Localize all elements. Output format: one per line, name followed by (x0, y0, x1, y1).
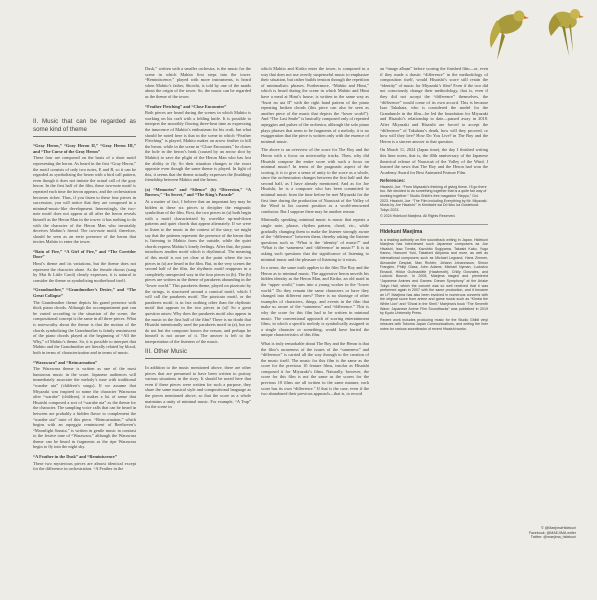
parakeets-illustration (457, 0, 597, 70)
references: Hisaishi, Joe. “From Miyazaki’s thinking of giving these. I’ll go there too. We decided to do something together that is a quite fair way of working together.” Studio Ghibli’s free magazine “Neppu,” Oct. 2023. Hisaishi, Joe. “The Film including Everything by Mr. Miyazaki. Music by Joe Hisaishi.” In Kimitachi wa Dō Ikiru ka Guidebook Tokyo 2023. (380, 184, 488, 212)
column-2 (145, 66, 251, 413)
social-links (498, 526, 576, 540)
paragraph: The Warawara theme is written as one of the most humorous music in the score. Japanese audiences will immediately associate the melody’s tune with traditional “warabe uta” (children’s songs). If we assume that Miyazaki was inspired to name the character Warawara after “warabe” (children), it makes a lot of sense that Hisaishi composed a sort of “warabe uta” as the theme for the character. The sampling voice calls that can be heard in between are probably a hidden flavor to complement the “warabe uta” taste of this piece. “Reincarnation,” which begins with an arpeggio reminiscent of Beethoven’s “Moonlight Sonata,” is written in gentle music in contrast to the festive tone of “Warawara,” although the Warawara theme can be heard in fragments as the ripe Warawara begin to fly into the night sky. (33, 366, 136, 450)
heading-feather-fletching: “Feather Fletching” and “Close Encounter” (145, 103, 227, 109)
paragraph: The above is an overview of the score for The Boy and the Heron with a focus on noteworthy tracks. Then, why did Hisaishi compose the entire score with such a focus on minimal music? In terms of the pragmatic aspect of the scoring, it is to give a sense of unity to the score as a whole, since the orchestration changes between the first half and the second half, as I have already mentioned. And as for Joe Hisaishi, he is a composer who has been committed to minimal music from the time before he met Miyazaki for the first time during the production of Nausicaä of the Valley of the Wind to his current position as a world-renowned conductor. But I suppose there may be another reason. (261, 147, 369, 214)
section-title-themes: II. Music that can be regarded as some kind of theme (33, 118, 136, 137)
paragraph: an “image album” before scoring the finished film—or, even if they made a drastic “difference” in the methodology of composition itself, would Hisaishi’s score still retain the “identity” of music for Miyazaki’s film? Even if the two did not consciously change their methodology, that is, even if they did not accept the “difference” themselves, the “difference” would come of its own accord. This is because Isao Takahata, who is considered the model for the Granduncle in the film—he led the foundation for Miyazaki and Hisaishi’s relationship to date—passed away in 2018. After Miyazaki and Hisaishi are forced to accept the “difference” of Takahata’s death, how will they proceed, or how will they live? How Do You Live? in The Boy and the Heron is a sincere answer to that question. (380, 66, 488, 144)
copyright: © 2024 Hidekuni Maejima. All Rights Reserved. (380, 214, 456, 219)
paragraph: On March 11, 2024 (Japan time), the day I finished writing this liner notes, that is, the 40th anniversary of the Japanese theatrical release of Nausicaä of the Valley of the Wind, I learned the news that The Boy and the Heron had won the Academy Award for Best Animated Feature Film. (380, 147, 488, 175)
paragraph: At a matter of fact, I believe that an important key may be hidden in these six pieces to decipher the enigmatic symbolism of the film. First, the two pieces in (a) both begin with a motif characterized by wavelike up-and-down patterns and quiet chords that appear alternately. If we were to listen to the music in the context of the story, we might say that the patterns represent the presence of the heron that is listening to Mahito from the outside, while the quiet chords express Mahito’s lonely feelings. After that, the piano introduces another motif which is rhythmical. The meaning of this motif is not yet clear at the point where the two pieces in (a) are heard in the film. But, in the very scenes the second half of the film, the rhythmic motif reappears in a completely unexpected way in the four pieces in (b). The (b) pieces are written as the theme of parakeets abounding in the “lower world.” This parakeets theme, played on pizzicato by the strings, is structured around a comical motif, which I will call the parakeets motif. The pizzicato motif, or the parakeets motif, is in fact nothing other than the rhythmic motif that appears in the two pieces in (a)! So a great question arises: Why does the parakeets motif also appear in the music in the first half of the film? There is no doubt that Hisaishi intentionally used the parakeets motif in (a), but we do not but the composer knows the reason, and perhaps he himself is not aware of it. The answer is left to the interpretation of the listeners of the music. (145, 199, 251, 344)
social-instagram: © @MaejimaHidekuni (541, 526, 576, 530)
paragraph: In addition to the music mentioned above, there are other pieces that are presumed to have been written to portray various situations in the story. It should be noted here that even if these pieces were written for such a purpose, they share the same musical style and compositional language as the pieces mentioned above, so that the score as a whole maintains a unity of minimal music. For example, “A Trap” for the scene in (145, 365, 251, 410)
parakeet-left (490, 11, 529, 61)
paragraph: Minimally speaking, minimal music is music that repeats a single note, phrase, rhythm pattern, chord, etc., while gradually changing them to make the listener strongly aware of the “difference” between them, thereby asking the listener questions such as “What is the ‘identity’ of music?” and “What is the ‘sameness’ and ‘difference’ in music?” It is in asking such questions that the significance of listening to minimal music and the pleasure of listening to it exists. (261, 217, 369, 262)
paragraph: Both pieces are heard during the scenes in which Mahito is working on his craft with a folding knife. It is possible to interpret the smoothly flowing three-beat time as expressing the innocence of Mahito’s enthusiasm for his craft, but what should be noted here is that in the scene in which “Feather Fletching” is played, Mahito makes an arrow feather to kill the heron, while in the scene in “Close Encounter,” he closes the hole in the heron’s beak (caused by an arrow shot by Mahito) to save the plight of the Heron Man who has lost the ability to fly. So their situation changes to the exact opposite even though the same theme is played. In light of this, it seems that the theme actually expresses the (budding) friendship between Mahito and the heron. (145, 110, 251, 183)
references-title: References: (380, 178, 406, 184)
paragraph: Himi’s theme and its variations, but the theme does not represent the character alone. As the female chorus (sung by Mai & Little Carol) clearly expresses, it is natural to consider the theme as symbolizing motherhood itself. (33, 261, 136, 283)
column-5 (498, 520, 576, 540)
paragraph: What is truly remarkable about The Boy and the Heron is that the film’s awareness of the issues of the “sameness” and “difference” is carried all the way through to the creation of the music itself. The music for this film is the same as the score for the previous 10 feature films, insofar as Hisaishi composed it for Miyazaki’s films. Naturally, however, the score for this film is not the same as the scores for the previous 10 films are all written in the same manner, each score has its own “difference.” If that is the case, even if the two abandoned their previous approach—that is, to record (261, 340, 369, 397)
column-3 (261, 66, 369, 400)
heading-warawara: “Warawara” and “Reincarnation” (33, 359, 98, 365)
heading-gray-heron: “Gray Heron,” “Gray Heron II,” “Gray Heron III,” and “The Curse of the Gray Heron” (33, 143, 136, 154)
paragraph: which Mahito and Kiriko enter the tower, is composed in a way that does not use overtly suspenseful music to emphasize their situation, but rather builds tension through the repetition of minimalistic phrases. Furthermore, “Mahito and Himi,” which is heard during the scene in which Mahito and Himi have a meal at Himi’s house, is written in the same way as “Inori no uta II” with the right hand pattern of the piano repeating broken chords (this piece can also be seen as another piece of the music that depicts the “lower world”). And “The Last Smile” is basically composed only of repeated arpeggios and pulses of the orchestra, although the solo piano plays phrases that seem to be fragments of a melody; it is no exaggeration that the piece is written only with the essence of minimal music. (261, 66, 369, 144)
divider (380, 224, 488, 225)
parakeet-right (549, 9, 584, 56)
bio-name: Hidekuni Maejima (380, 229, 423, 236)
social-facebook: Facebook: @MAEJIMA.writer (528, 530, 576, 535)
heading-feather-dusk: “A Feather in the Dusk” and “Reminiscence” (33, 454, 117, 460)
column-4 (380, 66, 488, 332)
social-twitter: Twitter: @maejima_hidekuni (530, 535, 576, 540)
paragraph: The Grandmother theme depicts his grand presence with thick piano chords. Although the accompaniment part can be varied according to the situation of the scene, the compositional concept is the same in all three pieces. What is noteworthy about the theme is that the motion of the chords symbolizing the Grandmother is faintly reminiscent of the piano chords played at the beginning of “All the Why,” of Mahito’s theme. So, it is possible to interpret that Mahito and the Grandmother are literally related by blood, both in terms of characterization and in terms of music. (33, 299, 136, 355)
paragraph: These two mysterious pieces are almost identical except for the difference in orchestration. “A Feather in the (33, 460, 136, 472)
heading-grandmother: “Grandmother,” “Grandmother’s Desire,” and “The Great Collapse” (33, 287, 136, 299)
heading-memories: (a) “Memories” and “Silence” (b) “Diversion,” “A Burrow,” “In Secret,” and “The King’s Parade” (145, 186, 251, 198)
bio-recent: Recent work includes producing music for the Studio Ghibli vinyl reissues with Tokuma Japan Communications, and writing the liner notes for various soundtracks of recent Hisaishi works. (380, 317, 488, 331)
heading-rain-of-fire: “Rain of Fire,” “A Girl of Fire,” and “The Corridor Door” (33, 248, 136, 260)
paragraph: These four are composed on the basis of a short motif representing the heron. As heard in the first “Gray Heron,” the motif consists of only two notes, E and B, so it can be regarded as symbolizing the heron with a bird call pattern, even though it does not imitate the actual call of the gray heron. In the first half of the film, these two-note motif is repeated each time the heron appears, and the orchestration becomes richer. Thus, if you listen to these four pieces in succession, you will notice that they are composed in a minimal-music-like development. Interestingly, the two-note motif does not appear at all after the heron reveals himself as the Heron Man in the tower: it has nothing to do with the character of the Heron Man who invariably deceives Mahito’s friend. The two-note motif, therefore, should be seen as an eerie presence of the heron that invites Mahito to enter the tower. (33, 155, 136, 245)
paragraph: Dusk,” written with a smaller orchestra, is the music for the scene in which Mahito first steps into the tower. “Reminiscence,” played with more instruments, is heard when Mahito’s father, Shoichi, is told by one of the maids about the origin of the tower. So, the music can be regarded as the theme of the tower. (145, 66, 251, 99)
bio-text: is a leading authority on film soundtrack writing in Japan. Hidekuni Maejima has interviewed such Japanese composers as Joe Hisaishi, Isao Tomita, Kazuhito Sugiyama, Takashi Kako, Yugo Kanno, Haruomi Yuki, Takafumi Akiyama and more, as well as international composers such as Michael Legrand, Hans Zimmer, Alexandre Desplat, Max Richter, Jóhann Jóhannsson, Simon Franglen, Philip Glass, John Adams, Michael Nyman, Ludovico Einaudi, Hildur Guðnadóttir (Hawkmoth), Chilly Gonzales, and Ludovic Bource. In 2005, Maejima staged and premiered “Japanese Animes and Games: Dream Symphony” at the Ariake Tokyo Hall, which the concert was so well received that it was performed again in 2007 with the same production, and it became an LP. Maejima has also been involved in numerous concerts with the original score from anime and game music such as “Kimba the White Lion” and “Ghost in the Shell.” Maejima’s book “The Seventh Wave: Japanese Anime Film Soundtracks” was published in 2019 by Kyoto University Press. (380, 237, 488, 316)
section-title-other-music: III. Other Music (145, 348, 251, 360)
column-1 (33, 118, 136, 475)
paragraph: In a sense, the same truth applies to the film The Boy and the Heron as to minimal music. The aggressive heron unveils his hidden identity as the Heron Man, and Kiriko, an old maid in the “upper world,” turns into a young worker in the “lower world.” Do they remain the same characters or have they changed into different ones? There is no shortage of other examples of characters, things, and events in the film that make us aware of the “sameness” and “difference.” This is why the score for this film had to be written in minimal music. The conventional approach of scoring entertainment films, in which a specific melody is symbolically assigned to a single character or something, would have buried the unique characteristics of this film. (261, 265, 369, 338)
